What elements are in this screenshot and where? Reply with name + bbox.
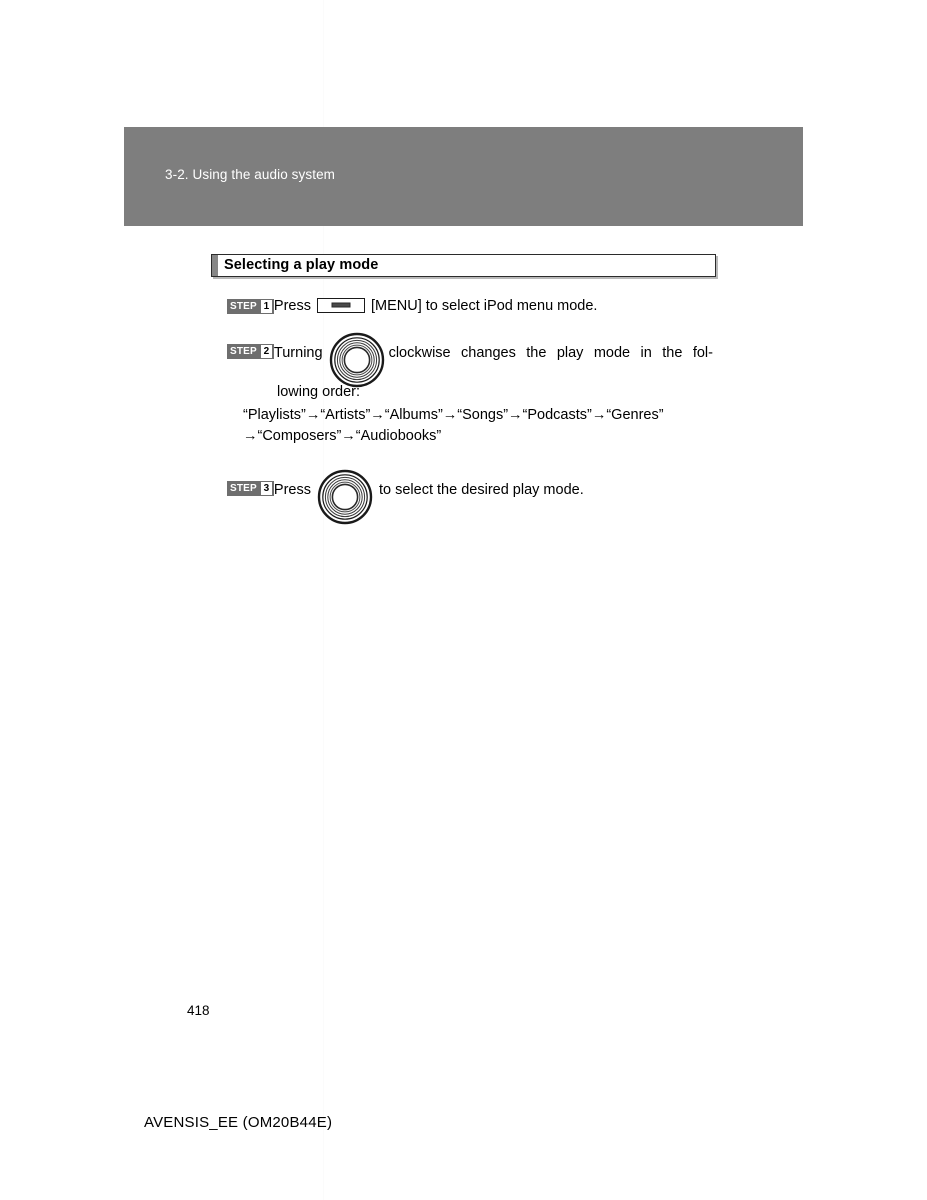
step-2-badge-number-wrap <box>260 344 274 359</box>
step-1-badge-word: STEP <box>227 299 260 314</box>
step-2-word-clockwise: clockwise <box>388 345 451 361</box>
step-3-badge-word: STEP <box>227 481 260 496</box>
footer-document-code: AVENSIS_EE (OM20B44E) <box>144 1114 333 1131</box>
step-2-word-in: in <box>640 345 652 361</box>
step-1-badge-number: 1 <box>261 300 272 313</box>
step-2-word-the: the <box>526 345 547 361</box>
chapter-header-band <box>124 127 803 226</box>
step-2-row <box>227 341 713 388</box>
menu-button-icon <box>317 298 365 313</box>
step-2-continuation: lowing order: <box>277 384 361 400</box>
section-accent-bar <box>212 255 218 276</box>
step-2-text-before: Turning <box>273 345 323 361</box>
section-title: Selecting a play mode <box>224 257 379 273</box>
step-3-text-before: Press <box>273 482 311 498</box>
step-2-word-changes: changes <box>461 345 516 361</box>
step-1-text <box>274 296 598 316</box>
step-3-badge <box>227 481 274 496</box>
step-2-text-after-justified <box>389 341 713 363</box>
rotary-knob-icon <box>317 469 373 525</box>
play-mode-order-line-1: “Playlists”→“Artists”→“Albums”→“Songs”→“Podcasts”→“Genres” <box>243 407 664 423</box>
rotary-knob-icon <box>329 332 385 388</box>
step-1-text-before: Press <box>273 298 311 314</box>
page-number: 418 <box>187 1003 210 1018</box>
play-mode-order-list <box>243 405 715 447</box>
step-2-badge <box>227 344 274 359</box>
step-1-row <box>227 296 597 316</box>
step-2-badge-word: STEP <box>227 344 260 359</box>
step-1-text-after: [MENU] to select iPod menu mode. <box>371 298 598 314</box>
step-2-word-fol: fol- <box>692 345 713 361</box>
step-2-word-mode: mode <box>593 345 631 361</box>
chapter-label: 3-2. Using the audio system <box>165 167 336 182</box>
step-3-text-after: to select the desired play mode. <box>379 482 584 498</box>
step-3-row <box>227 478 584 525</box>
step-1-badge-number-wrap <box>260 299 274 314</box>
play-mode-order-line-2: →“Composers”→“Audiobooks” <box>243 428 442 444</box>
step-3-badge-number-wrap <box>260 481 274 496</box>
section-title-box <box>211 254 716 277</box>
step-1-badge <box>227 299 274 314</box>
step-2-word-the2: the <box>662 345 683 361</box>
step-2-word-play: play <box>556 345 584 361</box>
step-2-badge-number: 2 <box>261 345 272 358</box>
step-3-badge-number: 3 <box>261 482 272 495</box>
